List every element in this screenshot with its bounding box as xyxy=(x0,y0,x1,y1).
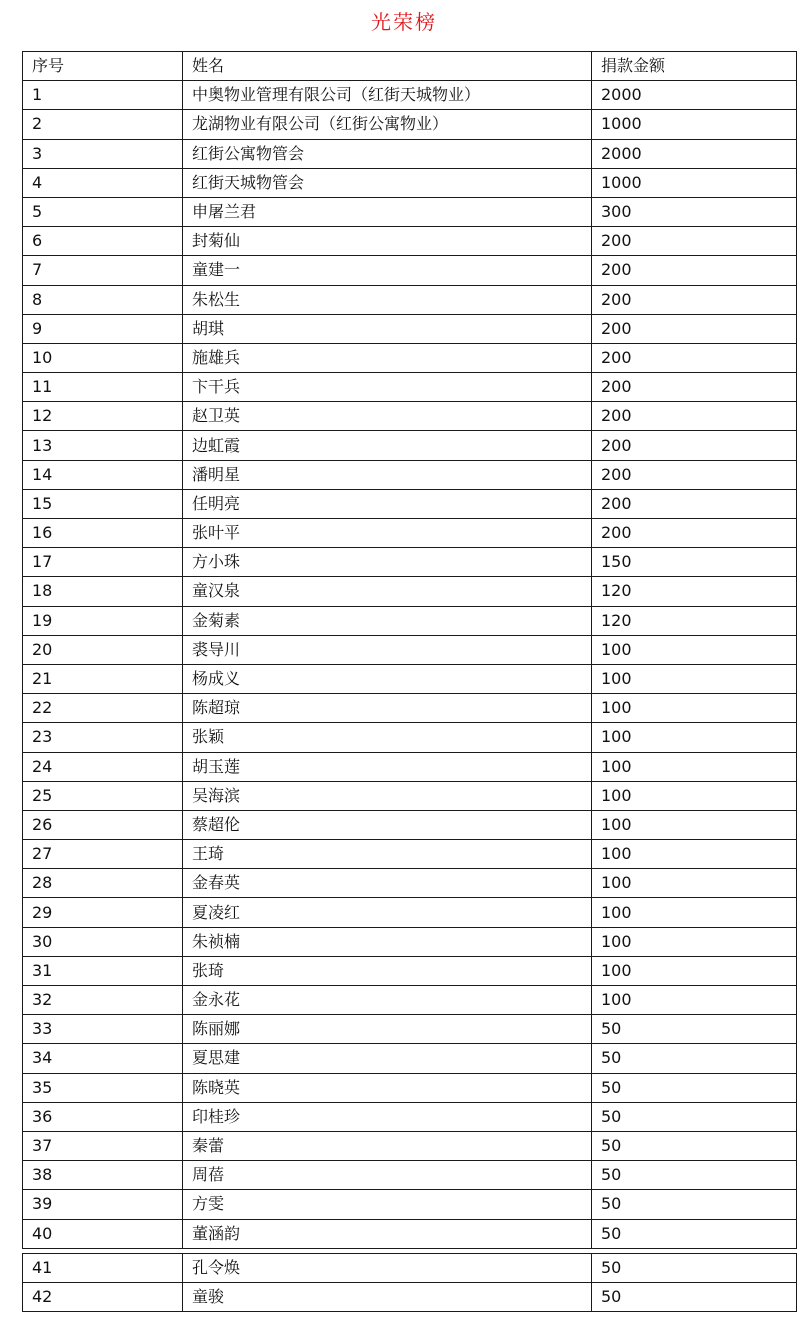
row-amount: 200 xyxy=(592,431,797,460)
header-amount: 捐款金额 xyxy=(592,52,797,81)
row-index: 21 xyxy=(23,664,183,693)
row-index: 14 xyxy=(23,460,183,489)
row-name: 童汉泉 xyxy=(183,577,592,606)
row-amount: 200 xyxy=(592,402,797,431)
row-index: 16 xyxy=(23,519,183,548)
row-amount: 50 xyxy=(592,1015,797,1044)
table-row xyxy=(23,314,797,343)
row-amount: 200 xyxy=(592,285,797,314)
row-amount: 2000 xyxy=(592,81,797,110)
row-name: 陈丽娜 xyxy=(183,1015,592,1044)
row-name: 张颖 xyxy=(183,723,592,752)
row-amount: 100 xyxy=(592,956,797,985)
row-amount: 200 xyxy=(592,460,797,489)
row-name: 张琦 xyxy=(183,956,592,985)
row-index: 2 xyxy=(23,110,183,139)
header-index: 序号 xyxy=(23,52,183,81)
row-index: 36 xyxy=(23,1102,183,1131)
row-index: 42 xyxy=(23,1283,183,1312)
row-name: 封菊仙 xyxy=(183,227,592,256)
row-name: 董涵韵 xyxy=(183,1219,592,1248)
row-amount: 50 xyxy=(592,1131,797,1160)
table-row xyxy=(23,1283,797,1312)
table-row xyxy=(23,227,797,256)
row-amount: 100 xyxy=(592,840,797,869)
row-name: 夏思建 xyxy=(183,1044,592,1073)
row-amount: 200 xyxy=(592,314,797,343)
row-amount: 300 xyxy=(592,197,797,226)
row-name: 方小珠 xyxy=(183,548,592,577)
table-row xyxy=(23,635,797,664)
row-amount: 120 xyxy=(592,577,797,606)
table-row xyxy=(23,1102,797,1131)
table-row xyxy=(23,256,797,285)
row-index: 1 xyxy=(23,81,183,110)
table-row xyxy=(23,489,797,518)
row-index: 22 xyxy=(23,694,183,723)
row-amount: 50 xyxy=(592,1190,797,1219)
row-amount: 100 xyxy=(592,986,797,1015)
row-amount: 200 xyxy=(592,489,797,518)
row-name: 童建一 xyxy=(183,256,592,285)
row-name: 朱松生 xyxy=(183,285,592,314)
row-name: 赵卫英 xyxy=(183,402,592,431)
row-amount: 50 xyxy=(592,1161,797,1190)
row-index: 26 xyxy=(23,810,183,839)
row-index: 4 xyxy=(23,168,183,197)
row-amount: 150 xyxy=(592,548,797,577)
table-row xyxy=(23,1131,797,1160)
row-name: 方雯 xyxy=(183,1190,592,1219)
row-index: 12 xyxy=(23,402,183,431)
row-name: 夏凌红 xyxy=(183,898,592,927)
row-index: 10 xyxy=(23,343,183,372)
row-name: 胡琪 xyxy=(183,314,592,343)
row-name: 秦蕾 xyxy=(183,1131,592,1160)
row-amount: 100 xyxy=(592,869,797,898)
row-amount: 2000 xyxy=(592,139,797,168)
row-name: 龙湖物业有限公司（红街公寓物业） xyxy=(183,110,592,139)
row-amount: 1000 xyxy=(592,168,797,197)
row-name: 陈晓英 xyxy=(183,1073,592,1102)
row-name: 印桂珍 xyxy=(183,1102,592,1131)
row-index: 15 xyxy=(23,489,183,518)
table-row xyxy=(23,373,797,402)
row-name: 周蓓 xyxy=(183,1161,592,1190)
row-amount: 100 xyxy=(592,664,797,693)
table-row xyxy=(23,1015,797,1044)
table-row xyxy=(23,460,797,489)
row-name: 裘导川 xyxy=(183,635,592,664)
table-header-row xyxy=(23,52,797,81)
table-row xyxy=(23,956,797,985)
row-index: 27 xyxy=(23,840,183,869)
row-name: 红街天城物管会 xyxy=(183,168,592,197)
table-row xyxy=(23,1254,797,1283)
row-index: 29 xyxy=(23,898,183,927)
table-row xyxy=(23,664,797,693)
table-row xyxy=(23,898,797,927)
row-name: 施雄兵 xyxy=(183,343,592,372)
row-name: 潘明星 xyxy=(183,460,592,489)
table-row xyxy=(23,139,797,168)
row-amount: 200 xyxy=(592,343,797,372)
row-index: 7 xyxy=(23,256,183,285)
row-index: 28 xyxy=(23,869,183,898)
row-amount: 200 xyxy=(592,256,797,285)
row-index: 24 xyxy=(23,752,183,781)
row-amount: 100 xyxy=(592,781,797,810)
row-index: 39 xyxy=(23,1190,183,1219)
row-name: 陈超琼 xyxy=(183,694,592,723)
row-name: 杨成义 xyxy=(183,664,592,693)
donation-table xyxy=(22,51,797,1249)
row-index: 31 xyxy=(23,956,183,985)
row-index: 25 xyxy=(23,781,183,810)
row-index: 37 xyxy=(23,1131,183,1160)
row-amount: 100 xyxy=(592,898,797,927)
table-row xyxy=(23,197,797,226)
table-row xyxy=(23,781,797,810)
row-name: 申屠兰君 xyxy=(183,197,592,226)
row-name: 金菊素 xyxy=(183,606,592,635)
row-amount: 200 xyxy=(592,227,797,256)
table-row xyxy=(23,519,797,548)
table-row xyxy=(23,1219,797,1248)
table-row xyxy=(23,694,797,723)
row-index: 19 xyxy=(23,606,183,635)
row-amount: 200 xyxy=(592,373,797,402)
row-name: 任明亮 xyxy=(183,489,592,518)
row-name: 金春英 xyxy=(183,869,592,898)
row-amount: 100 xyxy=(592,635,797,664)
row-index: 6 xyxy=(23,227,183,256)
row-index: 20 xyxy=(23,635,183,664)
row-amount: 100 xyxy=(592,810,797,839)
row-name: 卞干兵 xyxy=(183,373,592,402)
table-row xyxy=(23,606,797,635)
row-name: 金永花 xyxy=(183,986,592,1015)
donation-table-continued xyxy=(22,1253,797,1312)
row-amount: 200 xyxy=(592,519,797,548)
row-index: 18 xyxy=(23,577,183,606)
table-row xyxy=(23,285,797,314)
row-index: 3 xyxy=(23,139,183,168)
row-name: 边虹霞 xyxy=(183,431,592,460)
row-name: 王琦 xyxy=(183,840,592,869)
table-row xyxy=(23,1190,797,1219)
row-index: 38 xyxy=(23,1161,183,1190)
row-amount: 1000 xyxy=(592,110,797,139)
row-name: 吴海滨 xyxy=(183,781,592,810)
row-index: 17 xyxy=(23,548,183,577)
row-index: 41 xyxy=(23,1254,183,1283)
row-index: 32 xyxy=(23,986,183,1015)
table-row xyxy=(23,577,797,606)
row-name: 中奥物业管理有限公司（红街天城物业） xyxy=(183,81,592,110)
row-name: 朱祯楠 xyxy=(183,927,592,956)
table-row xyxy=(23,548,797,577)
row-amount: 100 xyxy=(592,694,797,723)
row-index: 40 xyxy=(23,1219,183,1248)
table-row xyxy=(23,927,797,956)
row-index: 5 xyxy=(23,197,183,226)
table-row xyxy=(23,1073,797,1102)
row-amount: 50 xyxy=(592,1219,797,1248)
table-row xyxy=(23,723,797,752)
row-amount: 100 xyxy=(592,723,797,752)
row-name: 胡玉莲 xyxy=(183,752,592,781)
row-name: 蔡超伦 xyxy=(183,810,592,839)
row-index: 33 xyxy=(23,1015,183,1044)
row-amount: 50 xyxy=(592,1073,797,1102)
row-index: 8 xyxy=(23,285,183,314)
table-row xyxy=(23,110,797,139)
row-index: 11 xyxy=(23,373,183,402)
table-row xyxy=(23,168,797,197)
table-row xyxy=(23,81,797,110)
page-title: 光荣榜 xyxy=(371,10,437,34)
table-row xyxy=(23,810,797,839)
row-amount: 50 xyxy=(592,1102,797,1131)
row-index: 35 xyxy=(23,1073,183,1102)
row-amount: 120 xyxy=(592,606,797,635)
table-row xyxy=(23,431,797,460)
row-amount: 100 xyxy=(592,752,797,781)
row-index: 30 xyxy=(23,927,183,956)
header-name: 姓名 xyxy=(183,52,592,81)
row-amount: 100 xyxy=(592,927,797,956)
table-row xyxy=(23,1044,797,1073)
table-row xyxy=(23,1161,797,1190)
row-name: 孔令焕 xyxy=(183,1254,592,1283)
row-name: 童骏 xyxy=(183,1283,592,1312)
row-amount: 50 xyxy=(592,1283,797,1312)
table-row xyxy=(23,986,797,1015)
table-row xyxy=(23,840,797,869)
row-name: 红街公寓物管会 xyxy=(183,139,592,168)
row-index: 34 xyxy=(23,1044,183,1073)
row-amount: 50 xyxy=(592,1044,797,1073)
row-name: 张叶平 xyxy=(183,519,592,548)
row-index: 9 xyxy=(23,314,183,343)
row-index: 13 xyxy=(23,431,183,460)
row-amount: 50 xyxy=(592,1254,797,1283)
table-row xyxy=(23,402,797,431)
table-row xyxy=(23,343,797,372)
table-row xyxy=(23,869,797,898)
row-index: 23 xyxy=(23,723,183,752)
table-row xyxy=(23,752,797,781)
